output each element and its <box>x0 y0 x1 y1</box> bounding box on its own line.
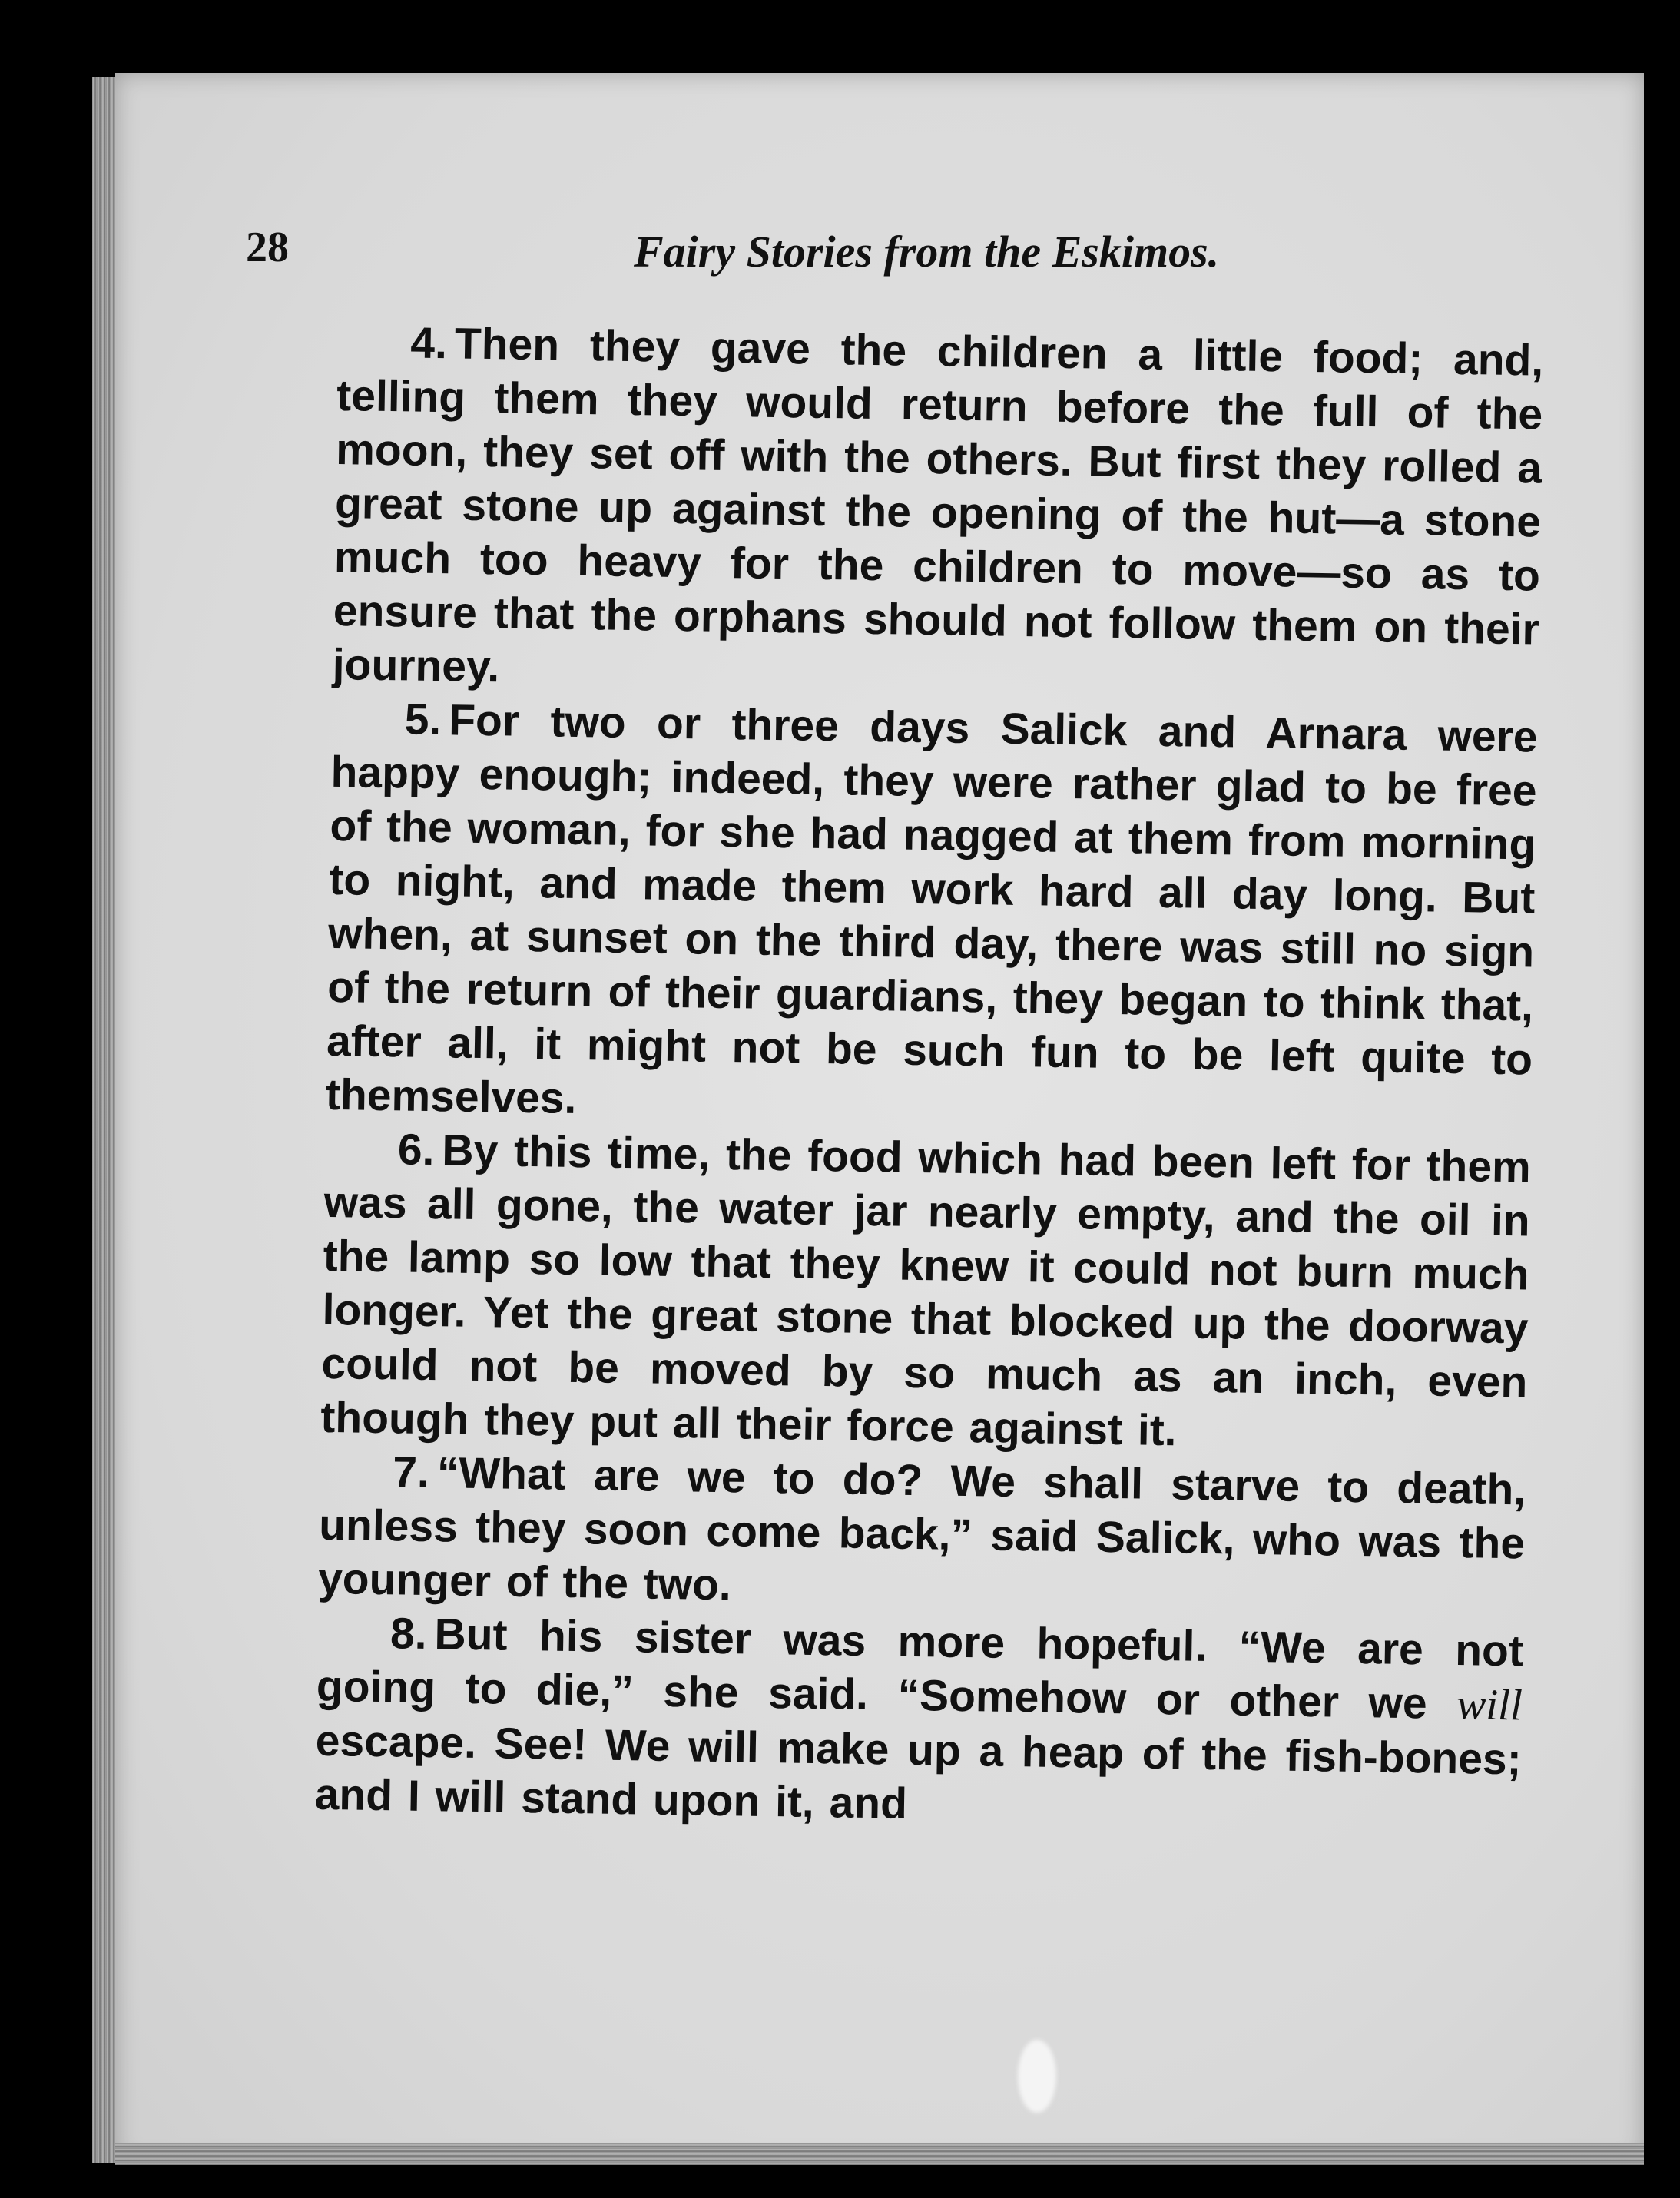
body-text <box>314 315 1544 1840</box>
paper-blemish <box>1018 2040 1056 2113</box>
paragraph-5 <box>326 691 1539 1141</box>
page-header <box>246 223 1321 292</box>
paragraph-7 <box>318 1444 1526 1625</box>
paragraph-text: For two or three days Salick and Arnara were happy enough; indeed, they were rather glad to be free of the woman, for she had nagged at them from morning to night, and made them work hard all day long. But when, at sunset on the third day, there was still no sign of the return of their guardians, they began to think that, after all, it might not be such fun to be left quite to themselves. <box>325 695 1539 1123</box>
page-edge-bottom <box>115 2143 1644 2165</box>
paragraph-number: 6. <box>397 1125 435 1175</box>
paragraph-8 <box>314 1606 1523 1841</box>
paragraph-4 <box>332 315 1544 711</box>
running-title: Fairy Stories from the Eskimos. <box>634 227 1220 277</box>
paragraph-number: 4. <box>409 318 448 369</box>
paragraph-text: “What are we to do? We shall starve to death, unless they soon come back,” said Salick, who was the younger of the two. <box>317 1448 1526 1610</box>
paragraph-text-before: But his sister was more hopeful. “We are not going to die,” she said. “Somehow or other we <box>316 1610 1524 1729</box>
paragraph-6 <box>320 1122 1531 1464</box>
paragraph-number: 7. <box>392 1447 430 1498</box>
paragraph-text: By this time, the food which had been left for them was all gone, the water jar nearly empty, and the oil in the lamp so low that they knew it could not burn much longer. Yet the great stone that blocked up the doorway could not be moved by so much as an inch, even though they put all their force against it. <box>320 1126 1532 1456</box>
emphasis-word: will <box>1456 1680 1523 1730</box>
paragraph-number: 5. <box>404 695 442 745</box>
paragraph-text: Then they gave the children a little food; and, telling them they would return before the full of the moon, they set off with the others. But first they rolled a great stone up against the opening of the hut—a stone much too heavy for the children to move—so as to ensure that the orphans should not follow them on their journey. <box>332 319 1544 692</box>
page-number: 28 <box>246 224 289 271</box>
paragraph-text-after: escape. See! We will make up a heap of the fish-bones; and I will stand upon it, and <box>314 1716 1523 1828</box>
paragraph-number: 8. <box>389 1609 428 1659</box>
